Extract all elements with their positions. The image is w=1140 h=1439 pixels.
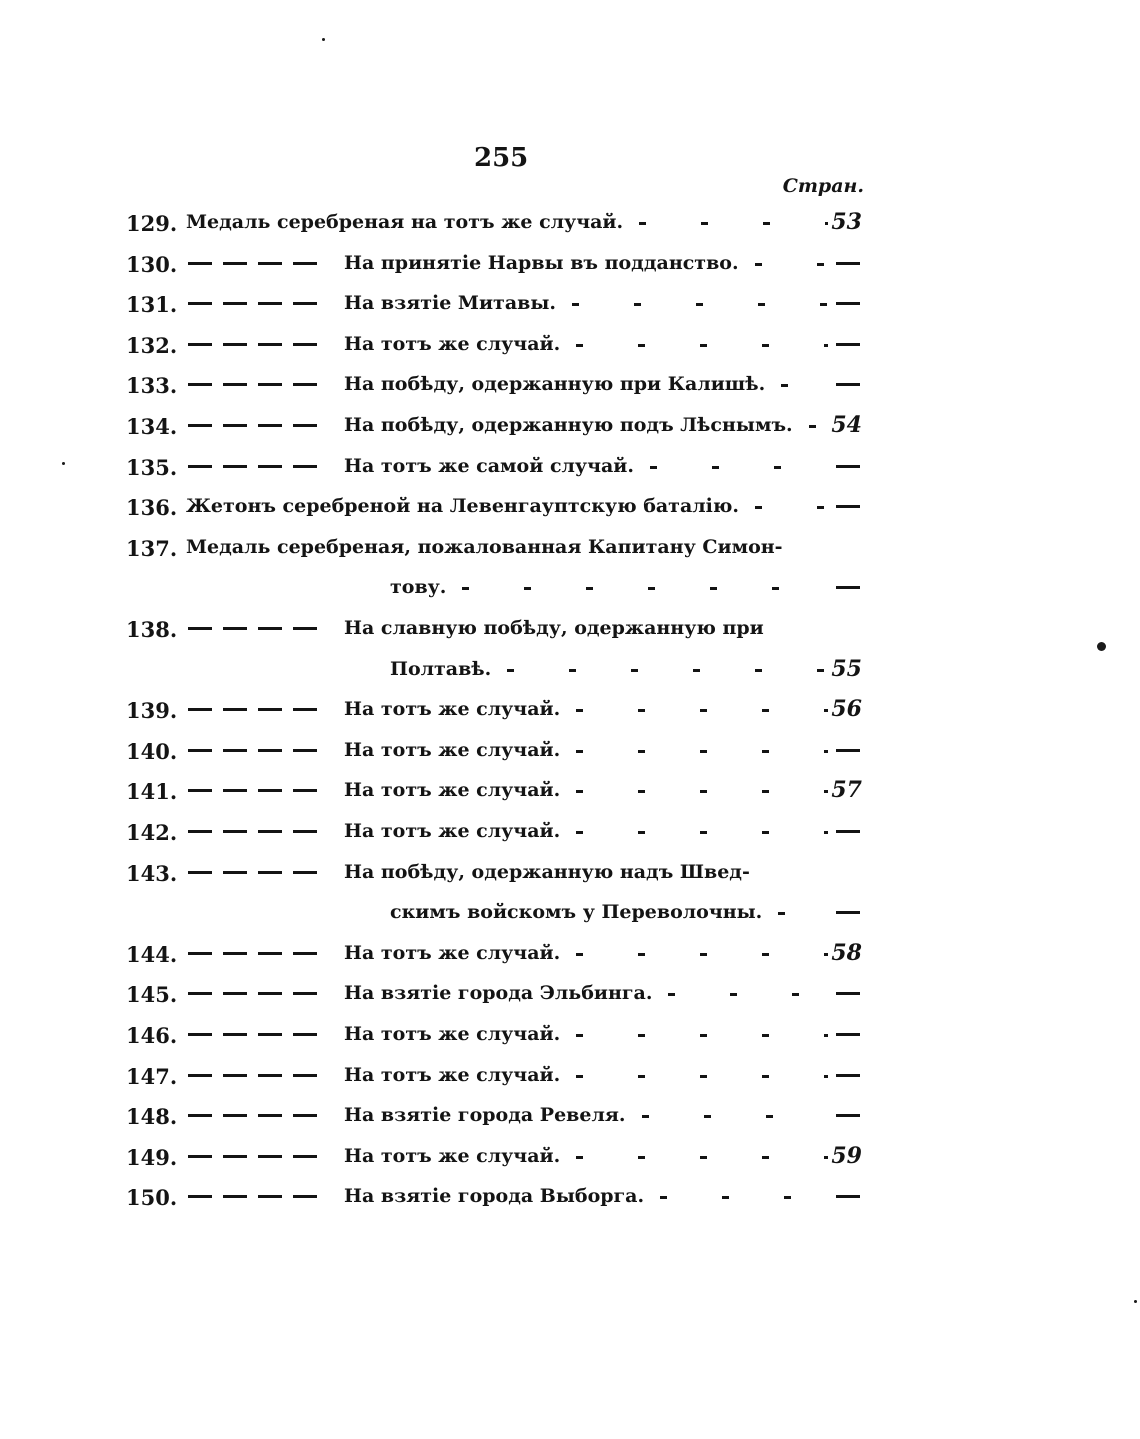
list-item <box>0 365 1140 405</box>
entry-title: На побѣду, одержанную надъ Швед- <box>344 860 750 883</box>
page-reference: 58 <box>831 939 862 966</box>
list-item <box>0 325 1140 365</box>
leader-dots <box>660 1196 828 1199</box>
leader-dots <box>576 953 828 956</box>
ditto-dashes <box>188 1033 318 1036</box>
list-item <box>0 487 1140 527</box>
leader-dots <box>778 912 828 915</box>
entry-number: 130. <box>126 251 178 277</box>
same-page-dash <box>836 1074 860 1077</box>
list-item <box>0 528 1140 568</box>
entry-title: Медаль серебреная, пожалованная Капитану Симон- <box>186 535 783 558</box>
ditto-dashes <box>188 424 318 427</box>
same-page-dash <box>836 1195 860 1198</box>
list-item <box>0 934 1140 974</box>
entry-title: На тотъ же случай. <box>344 941 561 964</box>
leader-dots <box>650 466 828 469</box>
entry-number: 134. <box>126 414 178 439</box>
entry-title: На тотъ же самой случай. <box>344 454 634 477</box>
entry-number: 137. <box>126 535 178 561</box>
leader-dots <box>642 1115 828 1118</box>
entry-title: На тотъ же случай. <box>344 820 561 842</box>
entry-number: 142. <box>126 820 178 845</box>
column-header: Стран. <box>782 175 864 197</box>
page-reference: 57 <box>831 777 862 804</box>
scan-speck <box>62 462 65 465</box>
entry-number: 129. <box>126 211 178 236</box>
leader-dots <box>755 506 828 509</box>
same-page-dash <box>836 302 860 305</box>
entry-title: На побѣду, одержанную подъ Лѣснымъ. <box>344 414 793 436</box>
entry-title: На тотъ же случай. <box>344 1063 561 1086</box>
entry-number: 145. <box>126 982 178 1008</box>
entry-title: На побѣду, одержанную при Калишѣ. <box>344 373 766 396</box>
list-item <box>0 203 1140 243</box>
leader-dots <box>576 1156 828 1159</box>
entry-number: 139. <box>126 698 178 724</box>
page-reference: 55 <box>831 655 862 682</box>
entry-title: На тотъ же случай. <box>344 332 561 355</box>
ditto-dashes <box>188 789 318 792</box>
entry-number: 149. <box>126 1144 178 1170</box>
list-item <box>0 771 1140 811</box>
entry-number: 133. <box>126 373 178 399</box>
page-number: 255 <box>474 143 529 173</box>
entry-title: Медаль серебреная на тотъ же случай. <box>186 211 624 233</box>
ditto-dashes <box>188 871 318 874</box>
entry-number: 150. <box>126 1185 178 1211</box>
list-item <box>0 731 1140 771</box>
leader-dots <box>576 344 828 347</box>
same-page-dash <box>836 830 860 833</box>
entry-title: На взятіе города Выборга. <box>344 1185 645 1208</box>
ditto-dashes <box>188 343 318 346</box>
leader-dots <box>576 790 828 793</box>
ditto-dashes <box>188 383 318 386</box>
list-item-continuation <box>0 893 1140 933</box>
leader-dots <box>572 303 828 306</box>
page-reference: 59 <box>831 1142 862 1169</box>
entry-title: На тотъ же случай. <box>344 779 561 802</box>
entry-number: 147. <box>126 1063 178 1089</box>
ditto-dashes <box>188 262 318 265</box>
same-page-dash <box>836 1114 860 1117</box>
entry-number: 132. <box>126 332 178 358</box>
entry-title-continuation: тову. <box>390 576 447 599</box>
entry-title: На тотъ же случай. <box>344 1023 561 1045</box>
list-item <box>0 609 1140 649</box>
same-page-dash <box>836 383 860 386</box>
entry-title-continuation: скимъ войскомъ у Переволочны. <box>390 901 763 924</box>
entry-number: 144. <box>126 941 178 967</box>
entry-title: На взятіе города Ревеля. <box>344 1104 626 1127</box>
same-page-dash <box>836 749 860 752</box>
leader-dots <box>576 1075 828 1078</box>
entry-title-continuation: Полтавѣ. <box>390 657 492 680</box>
leader-dots <box>576 750 828 753</box>
ditto-dashes <box>188 302 318 305</box>
ditto-dashes <box>188 749 318 752</box>
entry-title: На тотъ же случай. <box>344 698 561 721</box>
leader-dots <box>781 384 828 387</box>
leader-dots <box>668 993 828 996</box>
list-item <box>0 1096 1140 1136</box>
same-page-dash <box>836 911 860 914</box>
list-item <box>0 812 1140 852</box>
page-reference: 53 <box>831 209 862 235</box>
leader-dots <box>507 669 828 672</box>
list-item <box>0 284 1140 324</box>
entry-title: На тотъ же случай. <box>344 1144 561 1167</box>
same-page-dash <box>836 586 860 589</box>
leader-dots <box>576 1034 828 1037</box>
list-item-continuation <box>0 650 1140 690</box>
leader-dots <box>462 587 828 590</box>
same-page-dash <box>836 1033 860 1036</box>
list-item <box>0 974 1140 1014</box>
entry-title: На взятіе Митавы. <box>344 292 557 315</box>
entry-number: 143. <box>126 860 178 886</box>
entry-title: Жетонъ серебреной на Левенгауптскую баталію. <box>186 495 739 518</box>
entry-number: 141. <box>126 779 178 805</box>
entry-number: 136. <box>126 495 178 521</box>
entry-number: 148. <box>126 1104 178 1130</box>
list-item <box>0 244 1140 284</box>
list-item <box>0 1177 1140 1217</box>
list-item <box>0 1015 1140 1055</box>
entry-number: 135. <box>126 454 178 480</box>
list-item-continuation <box>0 568 1140 608</box>
scan-speck <box>1097 642 1106 651</box>
entry-number: 140. <box>126 738 178 764</box>
entry-title: На тотъ же случай. <box>344 738 561 761</box>
ditto-dashes <box>188 465 318 468</box>
same-page-dash <box>836 262 860 265</box>
leader-dots <box>755 263 828 266</box>
entry-title: На славную побѣду, одержанную при <box>344 617 764 639</box>
ditto-dashes <box>188 627 318 630</box>
same-page-dash <box>836 505 860 508</box>
entry-number: 146. <box>126 1023 178 1048</box>
list-item <box>0 1137 1140 1177</box>
entry-title: На принятіе Нарвы въ подданство. <box>344 251 739 274</box>
scan-speck <box>1134 1300 1137 1303</box>
same-page-dash <box>836 343 860 346</box>
ditto-dashes <box>188 1074 318 1077</box>
scan-speck <box>322 38 325 41</box>
list-item <box>0 690 1140 730</box>
ditto-dashes <box>188 830 318 833</box>
ditto-dashes <box>188 952 318 955</box>
entry-number: 138. <box>126 617 178 642</box>
same-page-dash <box>836 465 860 468</box>
leader-dots <box>576 831 828 834</box>
list-item <box>0 406 1140 446</box>
leader-dots <box>576 709 828 712</box>
page-reference: 54 <box>831 412 862 438</box>
ditto-dashes <box>188 1114 318 1117</box>
list-item <box>0 447 1140 487</box>
same-page-dash <box>836 992 860 995</box>
ditto-dashes <box>188 1195 318 1198</box>
list-item <box>0 1056 1140 1096</box>
leader-dots <box>639 222 828 225</box>
ditto-dashes <box>188 992 318 995</box>
ditto-dashes <box>188 1155 318 1158</box>
entry-title: На взятіе города Эльбинга. <box>344 982 653 1005</box>
page-reference: 56 <box>831 696 862 723</box>
ditto-dashes <box>188 708 318 711</box>
entry-number: 131. <box>126 292 178 318</box>
list-item <box>0 853 1140 893</box>
